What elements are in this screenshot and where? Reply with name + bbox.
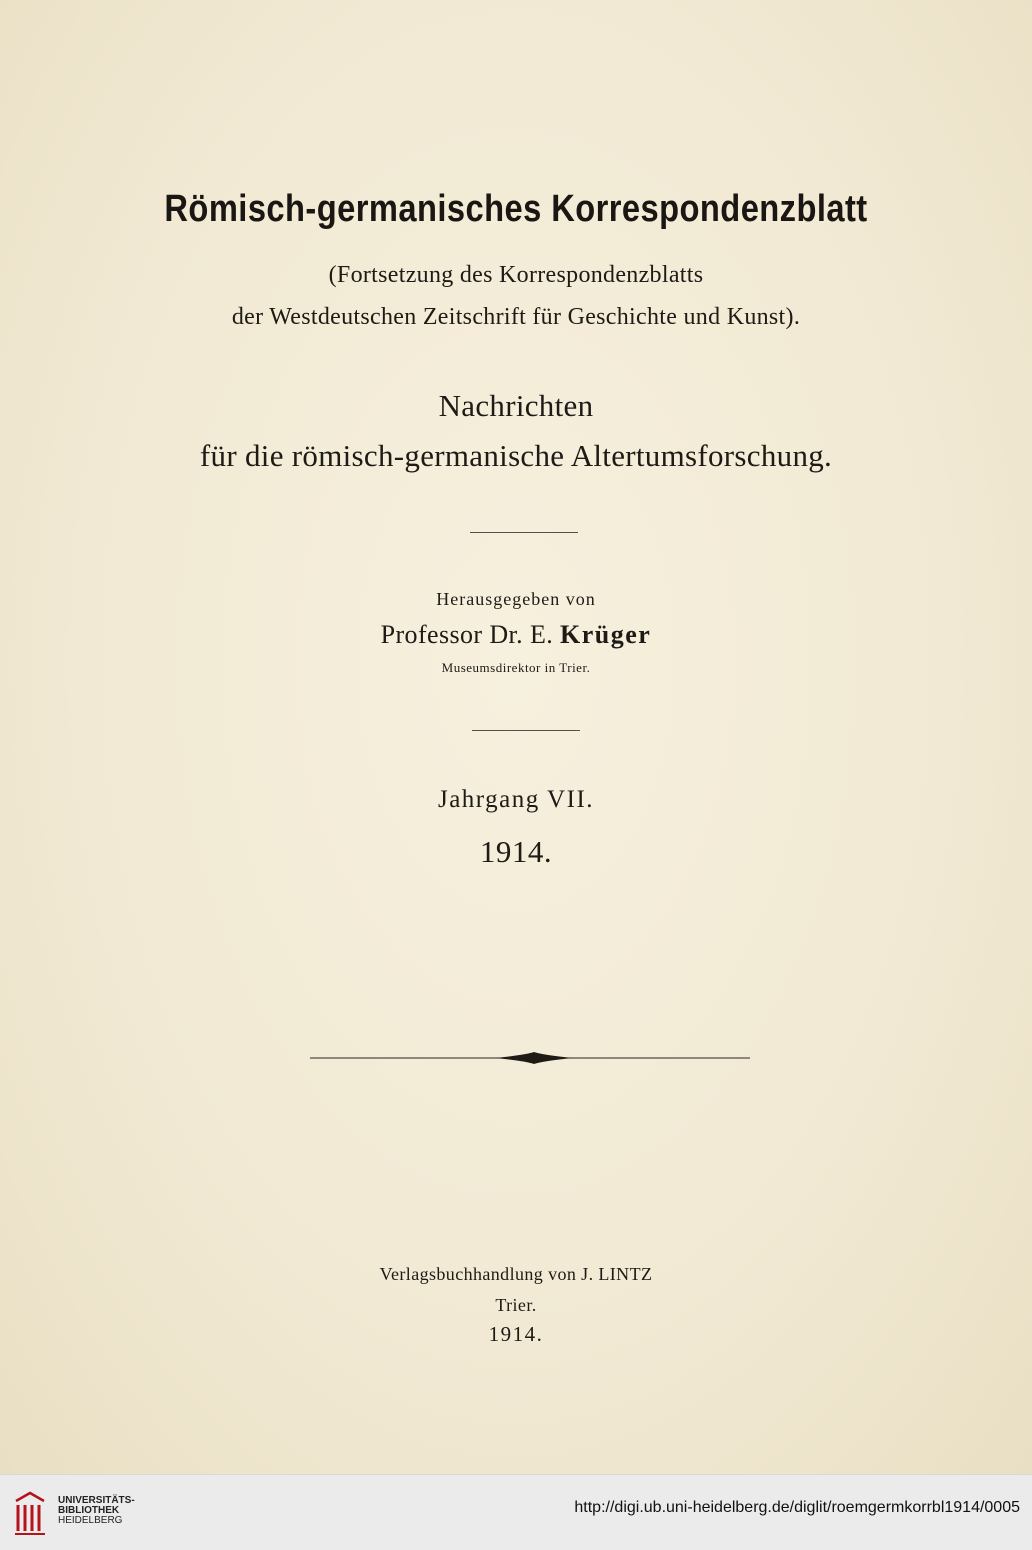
subtitle-line-1: (Fortsetzung des Korrespondenzblatts	[328, 262, 704, 288]
logo-text-line-1: UNIVERSITÄTS-	[58, 1495, 135, 1506]
editor-intro: Herausgegeben von	[436, 589, 596, 609]
editor-line	[0, 620, 1032, 650]
divider-rule-1	[470, 532, 578, 533]
library-logo-icon[interactable]	[10, 1487, 50, 1537]
ornament-rule	[310, 1048, 750, 1068]
editor-prefix: Professor Dr. E.	[380, 620, 554, 649]
imprint-year: 1914.	[488, 1322, 544, 1346]
permalink-url[interactable]: http://digi.ub.uni-heidelberg.de/diglit/roemgermkorrbl1914/0005	[574, 1499, 1020, 1516]
heading-line-2: für die römisch-germanische Altertumsforschung.	[199, 438, 833, 473]
page-title: Römisch-germanisches Korrespondenzblatt	[164, 188, 868, 230]
editor-role: Museumsdirektor in Trier.	[441, 660, 591, 675]
publisher-place: Trier.	[495, 1295, 537, 1315]
publisher: Verlagsbuchhandlung von J. LINTZ	[379, 1264, 653, 1284]
logo-text-line-2: BIBLIOTHEK	[58, 1505, 120, 1516]
logo-text-line-3: HEIDELBERG	[58, 1515, 123, 1526]
footer-bar	[0, 1474, 1032, 1550]
heading-line-1: Nachrichten	[438, 388, 594, 423]
subtitle-line-2: der Westdeutschen Zeitschrift für Geschichte und Kunst).	[231, 304, 801, 330]
volume-label: Jahrgang VII.	[437, 786, 595, 813]
volume-year: 1914.	[479, 834, 553, 869]
divider-rule-2	[472, 730, 580, 731]
editor-name: Krüger	[560, 620, 652, 649]
